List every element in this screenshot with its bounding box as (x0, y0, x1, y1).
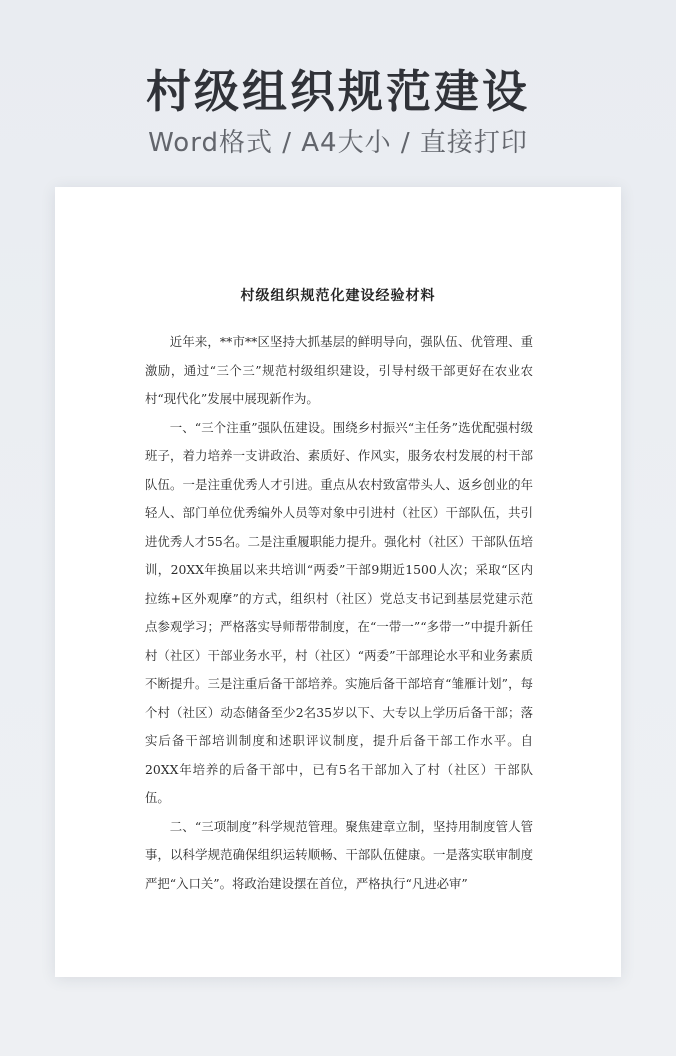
paragraph-section-two: 二、“三项制度”科学规范管理。聚焦建章立制，坚持用制度管人管事，以科学规范确保组织运转顺畅、干部队伍健康。一是落实联审制度严把“入口关”。将政治建设摆在首位，严格执行“凡进必审” (145, 818, 533, 891)
page-subtitle: Word格式 / A4大小 / 直接打印 (148, 128, 528, 158)
document-page (55, 187, 621, 977)
page-header (0, 62, 676, 162)
document-body (145, 328, 533, 898)
paragraph-section-one: 一、“三个注重”强队伍建设。围绕乡村振兴“主任务”选优配强村级班子，着力培养一支讲政治、素质好、作风实，服务农村发展的村干部队伍。一是注重优秀人才引进。重点从农村致富带头人、返乡创业的年轻人、部门单位优秀编外人员等对象中引进村（社区）干部队伍，共引进优秀人才55名。二是注重履职能力提升。强化村（社区）干部队伍培训，20XX年换届以来共培训“两委”干部9期近1500人次；采取“区内拉练+区外观摩”的方式，组织村（社区）党总支书记到基层党建示范点参观学习；严格落实导师帮带制度，在“一带一”“多带一”中提升新任村（社区）干部业务水平，村（社区）“两委”干部理论水平和业务素质不断提升。三是注重后备干部培养。实施后备干部培育“雏雁计划”，每个村（社区）动态储备至少2名35岁以下、大专以上学历后备干部；落实后备干部培训制度和述职评议制度，提升后备干部工作水平。自20XX年培养的后备干部中，已有5名干部加入了村（社区）干部队伍。 (145, 419, 533, 805)
document-title: 村级组织规范化建设经验材料 (240, 288, 436, 304)
paragraph-intro: 近年来，**市**区坚持大抓基层的鲜明导向，强队伍、优管理、重激励，通过“三个三”规范村级组织建设，引导村级干部更好在农业农村“现代化”发展中展现新作为。 (145, 334, 533, 406)
page-title: 村级组织规范建设 (145, 65, 530, 118)
